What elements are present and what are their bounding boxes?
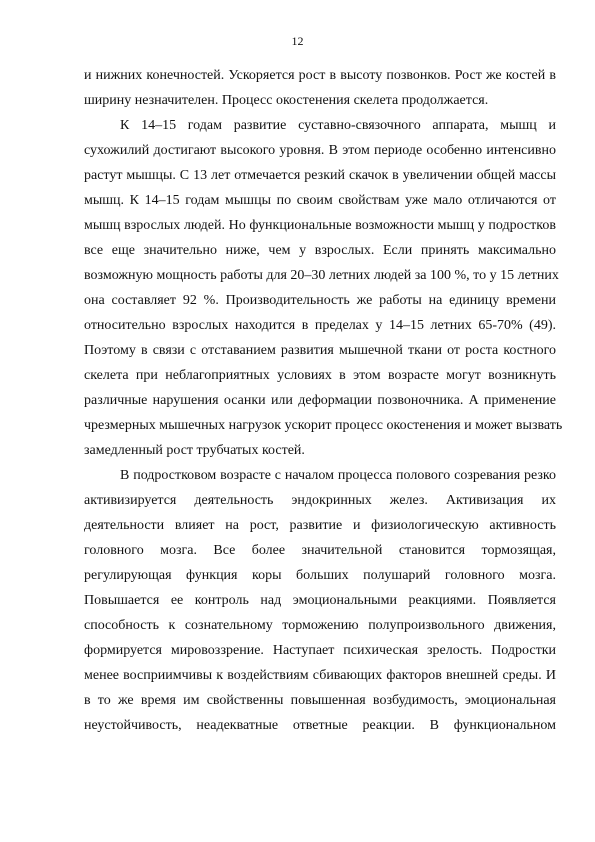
text-line: К 14–15 годам развитие суставно-связочного аппарата, мышц и [120, 118, 556, 133]
text-line: деятельности влияет на рост, развитие и физиологическую активность [84, 518, 556, 533]
text-line: она составляет 92 %. Производительность же работы на единицу времени [84, 293, 556, 308]
text-line: и нижних конечностей. Ускоряется рост в высоту позвонков. Рост же костей в [84, 68, 556, 83]
text-line: формируется мировоззрение. Наступает психическая зрелость. Подростки [84, 643, 556, 658]
text-line: способность к сознательному торможению полупроизвольного движения, [84, 618, 556, 633]
text-line: мышц. К 14–15 годам мышцы по своим свойствам уже мало отличаются от [84, 193, 556, 208]
text-line: регулирующая функция коры больших полушарий головного мозга. [84, 568, 556, 583]
page-number: 12 [291, 34, 304, 48]
text-line: Повышается ее контроль над эмоциональными реакциями. Появляется [84, 593, 556, 608]
text-line: относительно взрослых находится в пределах у 14–15 летних 65-70% (49). [84, 318, 556, 333]
text-line: менее восприимчивы к воздействиям сбивающих факторов внешней среды. И [84, 668, 556, 683]
text-line: мышц взрослых людей. Но функциональные возможности мышц у подростков [84, 218, 556, 233]
text-line: неустойчивость, неадекватные ответные реакции. В функциональном [84, 718, 556, 733]
text-line: ширину незначителен. Процесс окостенения скелета продолжается. [84, 93, 489, 108]
text-line: различные нарушения осанки или деформации позвоночника. А применение [84, 393, 556, 408]
text-line: скелета при неблагоприятных условиях в этом возрасте могут возникнуть [84, 368, 556, 383]
text-line: чрезмерных мышечных нагрузок ускорит процесс окостенения и может вызвать [84, 418, 563, 433]
text-line: все еще значительно ниже, чем у взрослых. Если принять максимально [84, 243, 556, 258]
text-line: активизируется деятельность эндокринных желез. Активизация их [84, 493, 556, 508]
text-line: головного мозга. Все более значительной становится тормозящая, [84, 543, 556, 558]
text-line: возможную мощность работы для 20–30 летних людей за 100 %, то у 15 летних [84, 268, 559, 283]
text-line: сухожилий достигают высокого уровня. В этом периоде особенно интенсивно [84, 143, 556, 158]
text-line: В подростковом возрасте с началом процесса полового созревания резко [120, 468, 556, 483]
text-line: замедленный рост трубчатых костей. [84, 443, 305, 458]
body-text [84, 63, 563, 738]
text-line: Поэтому в связи с отставанием развития мышечной ткани от роста костного [84, 343, 556, 358]
text-line: в то же время им свойственны повышенная возбудимость, эмоциональная [84, 693, 556, 708]
text-line: растут мышцы. С 13 лет отмечается резкий скачок в увеличении общей массы [84, 168, 556, 183]
